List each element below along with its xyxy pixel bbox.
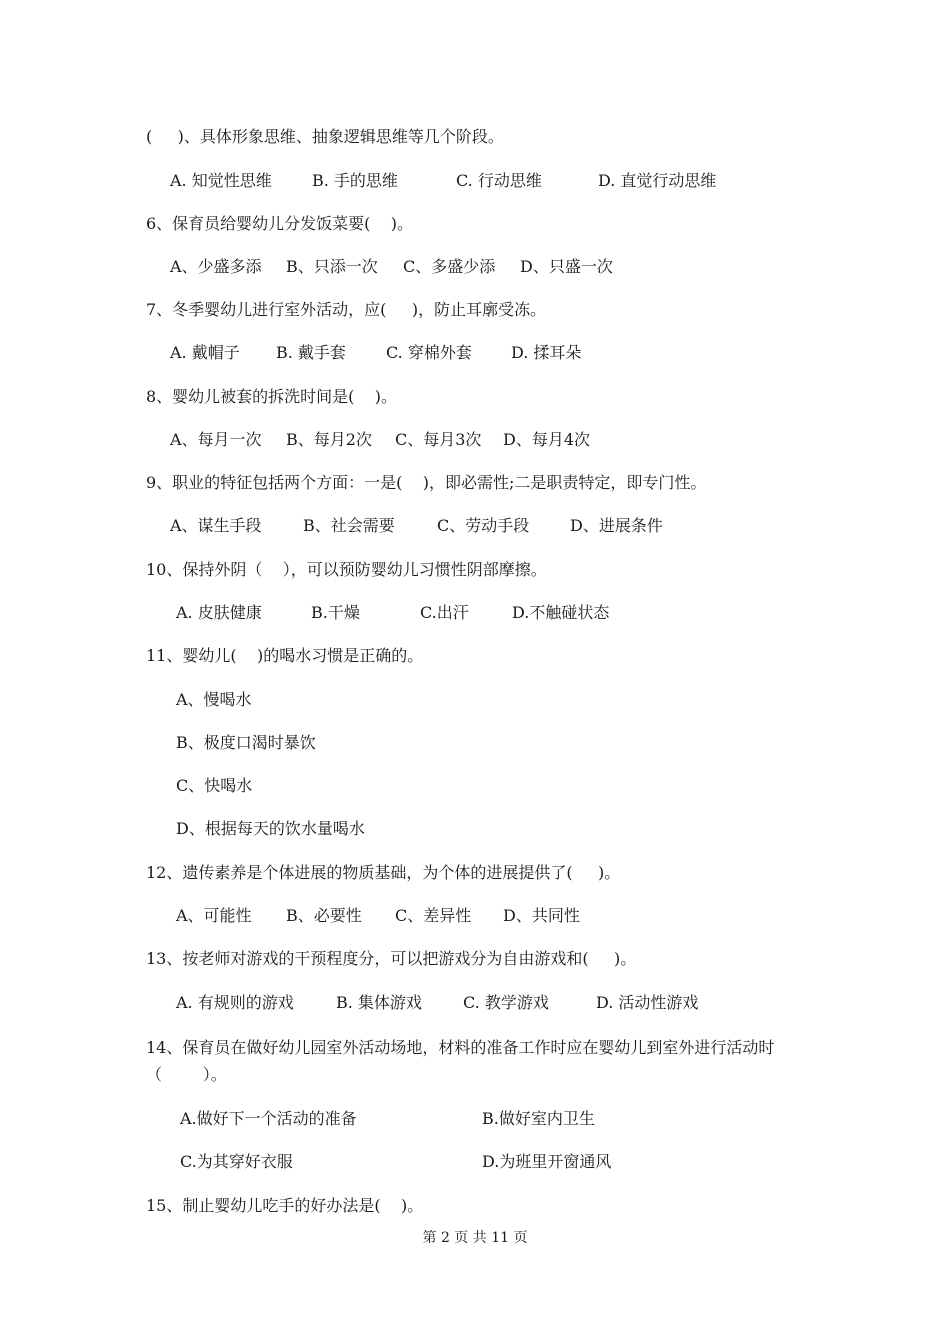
option-d: D、每月4次 (503, 430, 591, 449)
option-line: A、慢喝水 (176, 690, 252, 709)
question-text: 14、保育员在做好幼儿园室外活动场地，材料的准备工作时应在婴幼儿到室外进行活动时 (146, 1038, 775, 1057)
question-text: 7、冬季婴幼儿进行室外活动，应( )，防止耳廓受冻。 (146, 300, 547, 319)
option-d: D.不触碰状态 (512, 603, 610, 622)
question-text: 8、婴幼儿被套的拆洗时间是( )。 (146, 387, 398, 406)
option-a: A、少盛多添 (170, 257, 262, 276)
question-text: 9、职业的特征包括两个方面：一是( )，即必需性;二是职责特定，即专门性。 (146, 473, 707, 492)
option-line: C、快喝水 (176, 776, 253, 795)
option-a: A.做好下一个活动的准备 (180, 1109, 357, 1128)
option-a: C.为其穿好衣服 (180, 1152, 293, 1171)
option-a: A、每月一次 (170, 430, 262, 449)
option-c: C.出汗 (420, 603, 469, 622)
option-a: A. 戴帽子 (170, 343, 240, 362)
option-a: A、谋生手段 (170, 516, 262, 535)
option-a: A. 知觉性思维 (170, 171, 272, 190)
option-b: B. 手的思维 (312, 171, 398, 190)
page-footer: 第 2 页 共 11 页 (422, 1230, 528, 1246)
question-text: （ ）。 (146, 1065, 227, 1084)
option-a: A、可能性 (176, 906, 252, 925)
option-c: C. 行动思维 (456, 171, 542, 190)
question-text: 10、保持外阴（ ），可以预防婴幼儿习惯性阴部摩擦。 (146, 560, 547, 579)
option-a: A. 有规则的游戏 (176, 993, 294, 1012)
option-d: D. 活动性游戏 (596, 993, 699, 1012)
option-b: B、每月2次 (286, 430, 372, 449)
option-c: C、劳动手段 (437, 516, 530, 535)
q9-opts-row (0, 515, 950, 537)
question-text: 12、遗传素养是个体进展的物质基础，为个体的进展提供了( )。 (146, 863, 621, 882)
q10-opts-row (0, 602, 950, 624)
option-c: C、差异性 (395, 906, 472, 925)
option-c: C、多盛少添 (403, 257, 496, 276)
q14-opts2-row (0, 1151, 950, 1173)
question-text: 11、婴幼儿( )的喝水习惯是正确的。 (146, 646, 424, 665)
option-b: B. 戴手套 (276, 343, 346, 362)
q6-opts-row (0, 256, 950, 278)
option-b: B、社会需要 (303, 516, 395, 535)
option-c: C. 教学游戏 (463, 993, 549, 1012)
question-text: 15、制止婴幼儿吃手的好办法是( )。 (146, 1196, 424, 1215)
q13-opts-row (0, 992, 950, 1014)
option-d: D、只盛一次 (520, 257, 613, 276)
option-b: B、只添一次 (286, 257, 378, 276)
q5-opts-row (0, 170, 950, 192)
option-a: A. 皮肤健康 (176, 603, 262, 622)
option-d: D. 揉耳朵 (511, 343, 582, 362)
q12-opts-row (0, 905, 950, 927)
option-line: D、根据每天的饮水量喝水 (176, 819, 365, 838)
q7-opts-row (0, 342, 950, 364)
option-b: B.干燥 (311, 603, 360, 622)
option-c: C、每月3次 (395, 430, 482, 449)
option-b: D.为班里开窗通风 (482, 1152, 612, 1171)
option-b: B、必要性 (286, 906, 362, 925)
option-d: D. 直觉行动思维 (598, 171, 717, 190)
question-text: 6、保育员给婴幼儿分发饭菜要( )。 (146, 214, 414, 233)
option-line: B、极度口渴时暴饮 (176, 733, 316, 752)
option-d: D、共同性 (503, 906, 580, 925)
option-b: B. 集体游戏 (336, 993, 422, 1012)
option-b: B.做好室内卫生 (482, 1109, 595, 1128)
q8-opts-row (0, 429, 950, 451)
question-text: 13、按老师对游戏的干预程度分，可以把游戏分为自由游戏和( )。 (146, 949, 637, 968)
option-d: D、进展条件 (570, 516, 663, 535)
q14-opts1-row (0, 1108, 950, 1130)
option-c: C. 穿棉外套 (386, 343, 472, 362)
question-text: ( )、具体形象思维、抽象逻辑思维等几个阶段。 (146, 127, 504, 146)
